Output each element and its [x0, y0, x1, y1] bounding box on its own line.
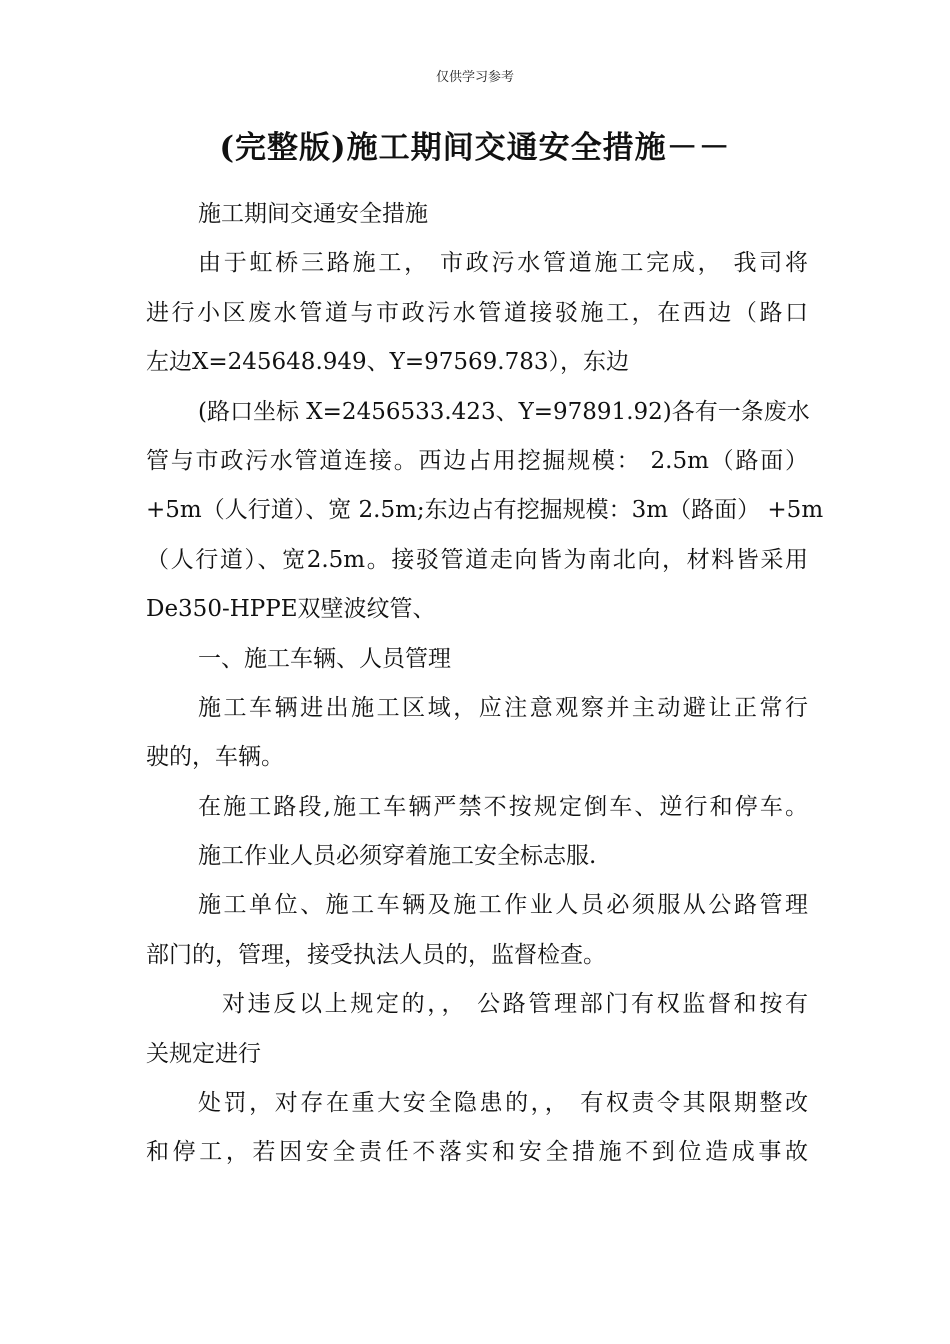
paragraph-line: 施工车辆进出施工区域，应注意观察并主动避让正常行: [198, 694, 808, 721]
paragraph-line: 管与市政污水管道连接。西边占用挖掘规模： 2.5m（路面）: [146, 447, 808, 474]
section-heading: 一、施工车辆、人员管理: [198, 645, 451, 672]
paragraph-line: 和停工，若因安全责任不落实和安全措施不到位造成事故: [146, 1139, 808, 1166]
paragraph-line: 施工作业人员必须穿着施工安全标志服.: [198, 843, 597, 870]
paragraph-line: De350-HPPE双壁波纹管、: [146, 596, 436, 623]
paragraph-line: 处罚，对存在重大安全隐患的，， 有权责令其限期整改: [198, 1090, 808, 1117]
paragraph-line: （人行道）、宽2.5m。接驳管道走向皆为南北向，材料皆采用: [146, 546, 808, 573]
document-body: [146, 190, 824, 1178]
paragraph-line: 进行小区废水管道与市政污水管道接驳施工，在西边（路口: [146, 299, 808, 326]
paragraph-line: 在施工路段,施工车辆严禁不按规定倒车、逆行和停车。: [198, 793, 808, 820]
paragraph-line: 驶的，车辆。: [146, 744, 284, 771]
header-note: 仅供学习参考: [435, 70, 514, 85]
paragraph-line: 左边X=245648.949、Y=97569.783），东边: [146, 349, 629, 376]
paragraph-line: 施工单位、施工车辆及施工作业人员必须服从公路管理: [198, 892, 808, 919]
paragraph-line: 关规定进行: [146, 1040, 261, 1067]
paragraph-line: 部门的，管理，接受执法人员的，监督检查。: [146, 941, 606, 968]
paragraph-heading: 施工期间交通安全措施: [198, 201, 428, 227]
paragraph-line: 由于虹桥三路施工， 市政污水管道施工完成， 我司将: [198, 250, 808, 277]
paragraph-line: +5m（人行道）、宽 2.5m;东边占有挖掘规模：3m（路面） +5m: [146, 497, 824, 524]
paragraph-line: 对违反以上规定的，， 公路管理部门有权监督和按有: [222, 991, 808, 1018]
document-title: (完整版)施工期间交通安全措施－－: [219, 130, 731, 166]
paragraph-line: (路口坐标 X=2456533.423、Y=97891.92)各有一条废水: [198, 398, 810, 425]
